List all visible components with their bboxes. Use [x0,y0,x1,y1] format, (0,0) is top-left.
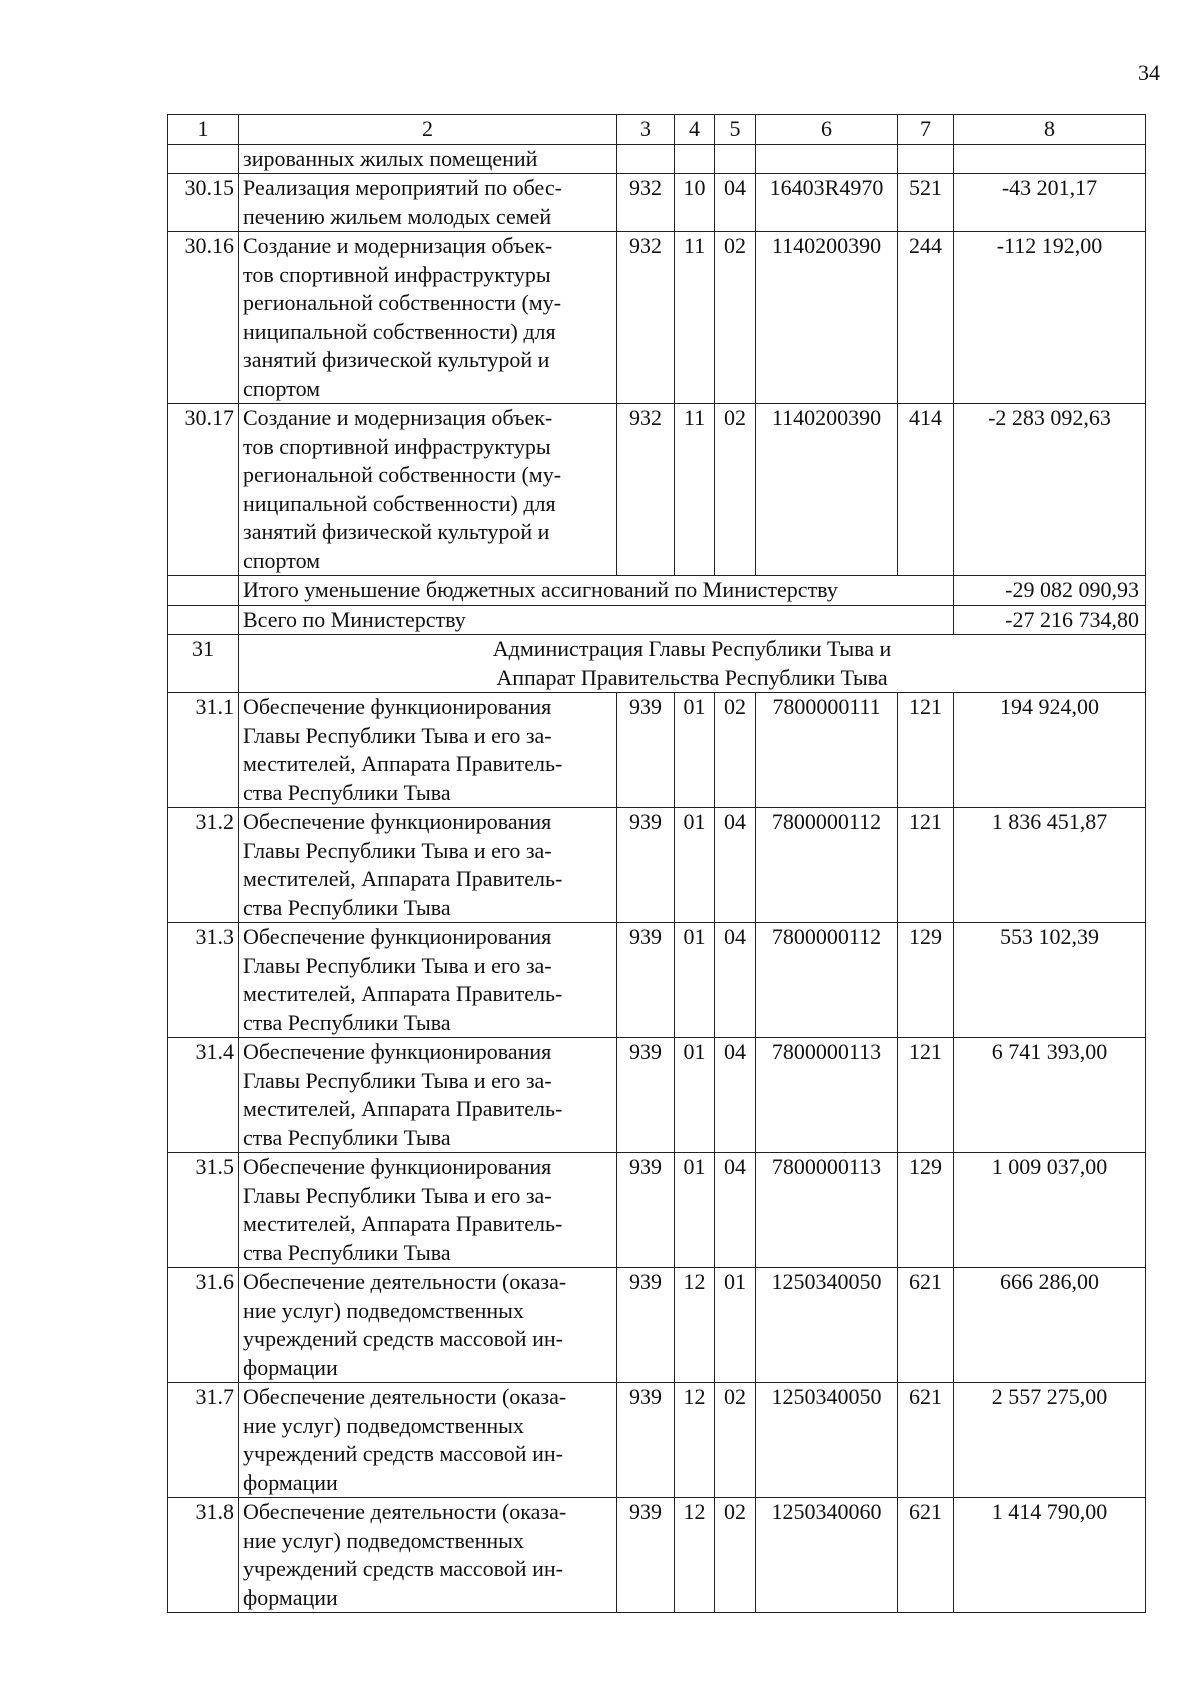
target-article-code: 16403R4970 [756,174,898,232]
empty-cell [617,144,675,174]
header-cell: 5 [715,115,756,145]
header-row [168,115,1146,145]
description-line: ства Республики Тыва [243,1239,451,1265]
table-row [168,693,1146,808]
description-line: Обеспечение функционирования [243,1039,552,1064]
amount: 194 924,00 [954,693,1146,808]
target-article-code: 1250340060 [756,1498,898,1613]
row-description [239,1038,617,1153]
description-line: зированных жилых помещений [243,145,538,171]
expense-type-code: 521 [898,174,954,232]
amount: -2 283 092,63 [954,404,1146,576]
section-code: 01 [675,1153,715,1268]
section-code: 01 [675,1038,715,1153]
budget-table [167,114,1146,1613]
row-description [239,1498,617,1613]
amount: 666 286,00 [954,1268,1146,1383]
table-row [168,808,1146,923]
subsection-code: 02 [715,1383,756,1498]
description-line: занятий физической культурой и [243,519,550,544]
description-line: ства Республики Тыва [243,1124,451,1150]
description-line: печению жильем молодых семей [243,203,552,229]
amount: 1 836 451,87 [954,808,1146,923]
description-line: ние услуг) подведомственных [243,1412,524,1438]
empty-cell [168,605,239,635]
description-line: Обеспечение деятельности (оказа- [243,1269,567,1294]
row-number [168,144,239,174]
header-cell: 6 [756,115,898,145]
expense-type-code: 414 [898,404,954,576]
description-line: Обеспечение деятельности (оказа- [243,1499,567,1524]
table-row [168,923,1146,1038]
description-line: Главы Республики Тыва и его за- [243,1182,552,1208]
row-description [239,174,617,232]
expense-type-code: 121 [898,808,954,923]
row-number: 31.8 [168,1498,239,1613]
amount: 2 557 275,00 [954,1383,1146,1498]
row-description [239,693,617,808]
empty-cell [898,144,954,174]
row-description [239,1268,617,1383]
header-cell: 4 [675,115,715,145]
header-cell: 3 [617,115,675,145]
page-number: 34 [1138,60,1160,85]
description-line: учреждений средств массовой ин- [243,1556,563,1581]
empty-cell [715,144,756,174]
section-code: 10 [675,174,715,232]
admin-code: 939 [617,808,675,923]
amount: 1 009 037,00 [954,1153,1146,1268]
row-number: 30.17 [168,404,239,576]
row-description [239,923,617,1038]
table-row [168,174,1146,232]
description-line: Главы Республики Тыва и его за- [243,952,552,978]
expense-type-code: 121 [898,693,954,808]
section-code: 11 [675,232,715,404]
description-line: формации [243,1584,338,1610]
description-line: ниципальной собственности) для [243,318,556,344]
section-header-row [168,635,1146,693]
row-number: 30.16 [168,232,239,404]
description-line: учреждений средств массовой ин- [243,1441,563,1466]
subsection-code: 02 [715,693,756,808]
admin-code: 939 [617,1038,675,1153]
description-line: Обеспечение функционирования [243,694,552,719]
subsection-code: 01 [715,1268,756,1383]
row-number: 31.6 [168,1268,239,1383]
subsection-code: 04 [715,1153,756,1268]
section-code: 12 [675,1383,715,1498]
subsection-code: 04 [715,174,756,232]
section-code: 12 [675,1268,715,1383]
empty-cell [168,576,239,606]
row-number: 31.4 [168,1038,239,1153]
target-article-code: 1250340050 [756,1268,898,1383]
empty-cell [675,144,715,174]
header-cell: 8 [954,115,1146,145]
subsection-code: 02 [715,404,756,576]
table-row [168,1383,1146,1498]
description-line: ства Республики Тыва [243,894,451,920]
section-title-line: Администрация Главы Республики Тыва и [492,636,892,661]
row-description [239,404,617,576]
section-code: 01 [675,923,715,1038]
amount: 1 414 790,00 [954,1498,1146,1613]
total-label: Итого уменьшение бюджетных ассигнований по Министерству [239,576,954,606]
description-line: местителей, Аппарата Правитель- [243,751,563,776]
description-line: Обеспечение функционирования [243,924,552,949]
expense-type-code: 621 [898,1498,954,1613]
target-article-code: 1250340050 [756,1383,898,1498]
amount: 6 741 393,00 [954,1038,1146,1153]
row-number: 31.2 [168,808,239,923]
row-description [239,1153,617,1268]
total-label: Всего по Министерству [239,605,954,635]
description-line: региональной собственности (му- [243,462,562,487]
description-line: ние услуг) подведомственных [243,1527,524,1553]
empty-cell [756,144,898,174]
expense-type-code: 129 [898,1153,954,1268]
table-row [168,1498,1146,1613]
section-code: 01 [675,693,715,808]
target-article-code: 1140200390 [756,232,898,404]
subsection-code: 04 [715,923,756,1038]
table-row [168,404,1146,576]
description-line: Главы Республики Тыва и его за- [243,1067,552,1093]
description-line: Обеспечение функционирования [243,809,552,834]
target-article-code: 7800000113 [756,1153,898,1268]
total-row [168,605,1146,635]
continuation-row [168,144,1146,174]
row-number: 31.5 [168,1153,239,1268]
admin-code: 939 [617,693,675,808]
row-number: 31.1 [168,693,239,808]
subsection-code: 02 [715,1498,756,1613]
empty-cell [954,144,1146,174]
section-code: 12 [675,1498,715,1613]
description-line: Создание и модернизация объек- [243,405,553,430]
row-description [239,232,617,404]
description-line: ства Республики Тыва [243,1009,451,1035]
admin-code: 939 [617,1153,675,1268]
table-row [168,232,1146,404]
subsection-code: 02 [715,232,756,404]
description-line: Реализация мероприятий по обес- [243,175,562,200]
admin-code: 939 [617,1383,675,1498]
subsection-code: 04 [715,808,756,923]
total-value: -29 082 090,93 [954,576,1146,606]
section-code: 01 [675,808,715,923]
description-line: тов спортивной инфраструктуры [243,261,551,287]
description-line: спортом [243,375,321,401]
description-line: Главы Республики Тыва и его за- [243,722,552,748]
expense-type-code: 621 [898,1383,954,1498]
description-line: тов спортивной инфраструктуры [243,433,551,459]
target-article-code: 7800000111 [756,693,898,808]
description-line: Главы Республики Тыва и его за- [243,837,552,863]
admin-code: 932 [617,404,675,576]
expense-type-code: 121 [898,1038,954,1153]
description-line: формации [243,1354,338,1380]
description-line: местителей, Аппарата Правитель- [243,1096,563,1121]
admin-code: 939 [617,923,675,1038]
section-number: 31 [168,635,239,693]
description-line: региональной собственности (му- [243,290,562,315]
subsection-code: 04 [715,1038,756,1153]
table-row [168,1038,1146,1153]
admin-code: 939 [617,1498,675,1613]
description-line: Создание и модернизация объек- [243,233,553,258]
row-number: 30.15 [168,174,239,232]
section-code: 11 [675,404,715,576]
description-line: местителей, Аппарата Правитель- [243,981,563,1006]
description-line: Обеспечение деятельности (оказа- [243,1384,567,1409]
table-row [168,1153,1146,1268]
admin-code: 939 [617,1268,675,1383]
description-line: Обеспечение функционирования [243,1154,552,1179]
expense-type-code: 621 [898,1268,954,1383]
row-number: 31.3 [168,923,239,1038]
row-description [239,808,617,923]
description-line: занятий физической культурой и [243,347,550,372]
expense-type-code: 129 [898,923,954,1038]
header-cell: 2 [239,115,617,145]
description-line: ства Республики Тыва [243,779,451,805]
row-description [239,1383,617,1498]
section-title [239,635,1146,693]
amount: -112 192,00 [954,232,1146,404]
row-description [239,144,617,174]
description-line: формации [243,1469,338,1495]
description-line: ниципальной собственности) для [243,490,556,516]
expense-type-code: 244 [898,232,954,404]
description-line: спортом [243,547,321,573]
target-article-code: 1140200390 [756,404,898,576]
target-article-code: 7800000112 [756,808,898,923]
admin-code: 932 [617,174,675,232]
target-article-code: 7800000113 [756,1038,898,1153]
amount: 553 102,39 [954,923,1146,1038]
total-row [168,576,1146,606]
header-cell: 1 [168,115,239,145]
amount: -43 201,17 [954,174,1146,232]
total-value: -27 216 734,80 [954,605,1146,635]
table-row [168,1268,1146,1383]
target-article-code: 7800000112 [756,923,898,1038]
description-line: местителей, Аппарата Правитель- [243,866,563,891]
description-line: местителей, Аппарата Правитель- [243,1211,563,1236]
description-line: учреждений средств массовой ин- [243,1326,563,1351]
row-number: 31.7 [168,1383,239,1498]
admin-code: 932 [617,232,675,404]
section-title-line: Аппарат Правительства Республики Тыва [496,664,888,690]
header-cell: 7 [898,115,954,145]
description-line: ние услуг) подведомственных [243,1297,524,1323]
